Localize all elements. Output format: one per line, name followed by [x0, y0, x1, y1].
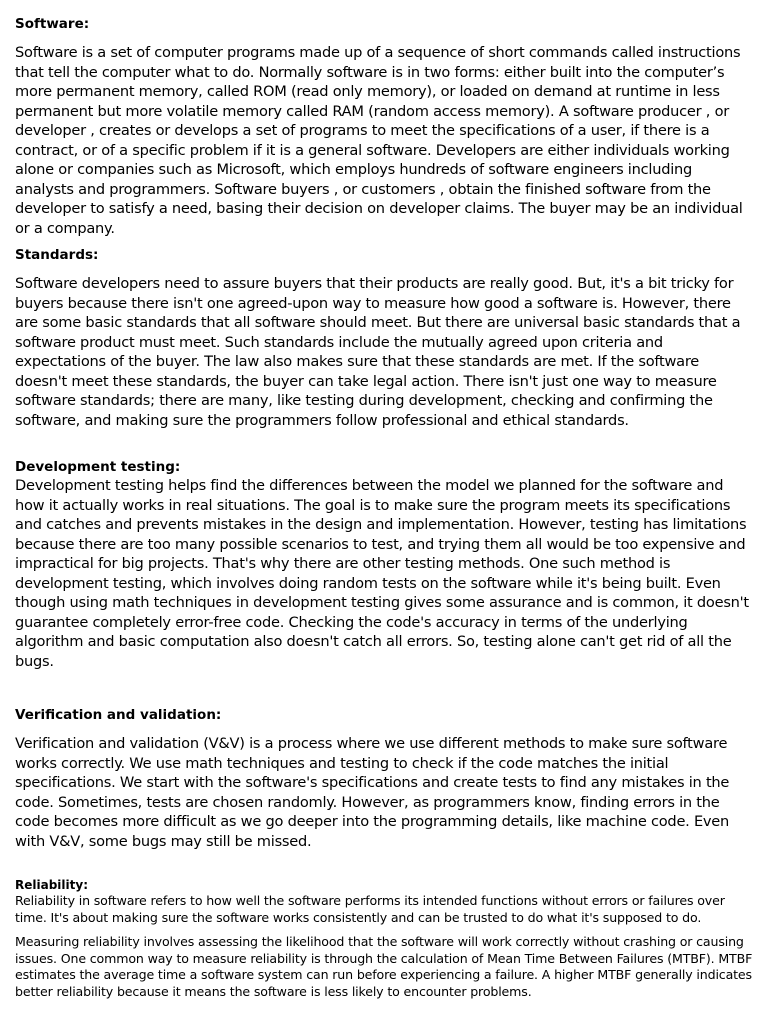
standards-heading: Standards:	[15, 247, 99, 263]
verification-paragraph: Verification and validation (V&V) is a process where we use different methods to make sure software works correctly. We use math techniques and testing to check if the code matches the initial specifications. We start with the software's specifications and create tests to find any mistakes in the code. Sometimes, tests are chosen randomly. However, as programmers know, finding errors in the code becomes more difficult as we go deeper into the programming details, like machine code. Even with V&V, some bugs may still be missed.	[15, 735, 730, 850]
development-testing-paragraph: Development testing helps find the differences between the model we planned for the software and how it actually works in real situations. The goal is to make sure the program meets its specifications and catches and prevents mistakes in the design and implementation. However, testing has limitations because there are too many possible scenarios to test, and trying them all would be too expensive and impractical for big projects. That's why there are other testing methods. One such method is development testing, which involves doing random tests on the software while it's being built. Even though using math techniques in development testing gives some assurance and is common, it doesn't guarantee completely error-free code. Checking the code's accuracy in terms of the underlying algorithm and basic computation also doesn't catch all errors. So, testing alone can't get rid of all the bugs.	[15, 477, 749, 670]
software-paragraph: Software is a set of computer programs made up of a sequence of short commands called instructions that tell the computer what to do. Normally software is in two forms: either built into the computer’s more permanent memory, called ROM (read only memory), or loaded on demand at runtime in less permanent but more volatile memory called RAM (random access memory). A software producer , or developer , creates or develops a set of programs to meet the specifications of a user, if there is a contract, or of a specific problem if it is a general software. Developers are either individuals working alone or companies such as Microsoft, which employs hundreds of software engineers including analysts and programmers. Software buyers , or customers , obtain the finished software from the developer to satisfy a need, basing their decision on developer claims. The buyer may be an individual or a company.	[15, 44, 743, 237]
development-testing-heading: Development testing:	[15, 459, 181, 475]
standards-paragraph: Software developers need to assure buyers that their products are really good. But, it's a bit tricky for buyers because there isn't one agreed-upon way to measure how good a software is. However, there are some basic standards that all software should meet. But there are universal basic standards that a software product must meet. Such standards include the mutually agreed upon criteria and expectations of the buyer. The law also makes sure that these standards are met. If the software doesn't meet these standards, the buyer can take legal action. There isn't just one way to measure software standards; there are many, like testing during development, checking and confirming the software, and making sure the programmers follow professional and ethical standards.	[15, 275, 741, 429]
verification-heading: Verification and validation:	[15, 707, 222, 723]
software-heading: Software:	[15, 16, 90, 32]
reliability-heading: Reliability:	[15, 878, 88, 892]
reliability-paragraph-1: Reliability in software refers to how well the software performs its intended functions without errors or failures over time. It's about making sure the software works consistently and can be trusted to do what it's supposed to do.	[15, 893, 725, 925]
document-page	[15, 16, 755, 1001]
reliability-paragraph-2: Measuring reliability involves assessing the likelihood that the software will work correctly without crashing or causing issues. One common way to measure reliability is through the calculation of Mean Time Between Failures (MTBF). MTBF estimates the average time a software system can run before experiencing a failure. A higher MTBF generally indicates better reliability because it means the software is less likely to encounter problems.	[15, 934, 753, 999]
